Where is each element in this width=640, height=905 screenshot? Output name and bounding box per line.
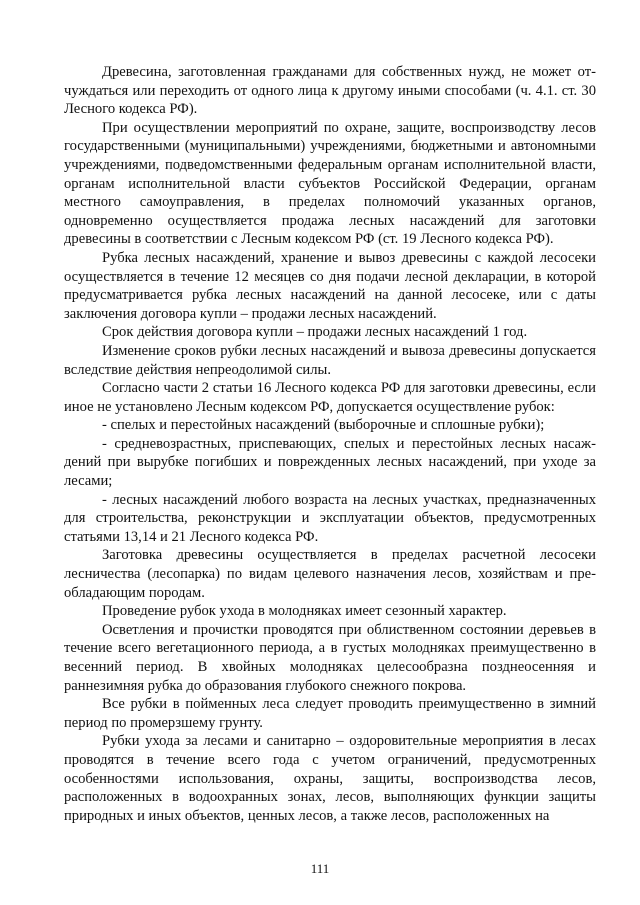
paragraph-wood-for-own-needs: Древесина, заготовленная гражданами для собственных нужд, не может отчуждаться или переходить от одного лица к другому иными способами (ч. 4.1. ст. 30 Лесного кодекса РФ). [64,64,596,118]
paragraph-allowable-cut: Заготовка древесины осуществляется в пределах расчетной лесосеки лесничества (лесопарка) по видам целевого назначения лесов, хозяйствам и преобладающим породам. [64,547,596,601]
paragraph-forest-protection: При осуществлении мероприятий по охране, защите, воспроизводству лесов государственными (муниципальными) учреждениями, бюджетными и автономными учреждениями, подведомственными федеральным органам исполнительной власти, органам исполнительной власти субъектов Российской Федерации, органам местного самоуправления, в пределах полномочий указанных органов, одновременно осуществляется продажа лесных насаждений для заготовки древесины в соответствии с Лесным кодексом РФ (ст. 19 Лесного кодекса РФ). [64,119,596,248]
document-body [64,63,596,825]
paragraph-sanitary-measures: Рубки ухода за лесами и санитарно – оздоровительные мероприятия в лесах проводятся в течение всего года с учетом ограничений, предусмотренных особенностями использования, охраны, защиты, воспроизводства лесов, расположенных в водоохранных зонах, лесов, выполняющих функции защиты природных и иных объектов, ценных лесов, а также лесов, расположенных на [64,733,596,824]
list-item-mature-stands: - спелых и перестойных насаждений (выборочные и сплошные рубки); [102,417,545,434]
list-item-middle-aged-stands: - средневозрастных, приспевающих, спелых и перестойных лесных насаждений при вырубке погибших и поврежденных лесных насаждений, при уходе за лесами; [64,435,596,490]
paragraph-article-16: Согласно части 2 статьи 16 Лесного кодекса РФ для заготовки древесины, если иное не установлено Лесным кодексом РФ, допускается осуществление рубок: [64,380,596,415]
page-number: 111 [310,861,330,876]
paragraph-cleaning-thinning: Осветления и прочистки проводятся при облиственном состоянии деревьев в течение всего вегетационного периода, а в густых молодняках преимущественно в весенний период. В хвойных молодняках целесообразна позднеосенняя и раннезимняя рубка до образования глубокого снежного покрова. [64,621,596,694]
paragraph-seasonal-thinning: Проведение рубок ухода в молодняках имеет сезонный характер. [102,603,507,620]
paragraph-felling-terms: Рубка лесных насаждений, хранение и вывоз древесины с каждой лесосеки осуществляется в течение 12 месяцев со дня подачи лесной декларации, в которой предусматривается рубка лесных насаждений на данной лесосеке, или с даты заключения договора купли – продажи лесных насаждений. [64,249,596,322]
paragraph-contract-term: Срок действия договора купли – продажи лесных насаждений 1 год. [102,324,528,341]
list-item-any-age-stands: - лесных насаждений любого возраста на лесных участках, предназначенных для строительства, реконструкции и эксплуатации объектов, предусмотренных статьями 13,14 и 21 Лесного кодекса РФ. [64,491,596,545]
paragraph-force-majeure: Изменение сроков рубки лесных насаждений и вывоза древесины допускается вследствие действия непреодолимой силы. [64,342,596,378]
paragraph-floodplain-felling: Все рубки в пойменных леса следует проводить преимущественно в зимний период по промерзшему грунту. [64,696,596,731]
